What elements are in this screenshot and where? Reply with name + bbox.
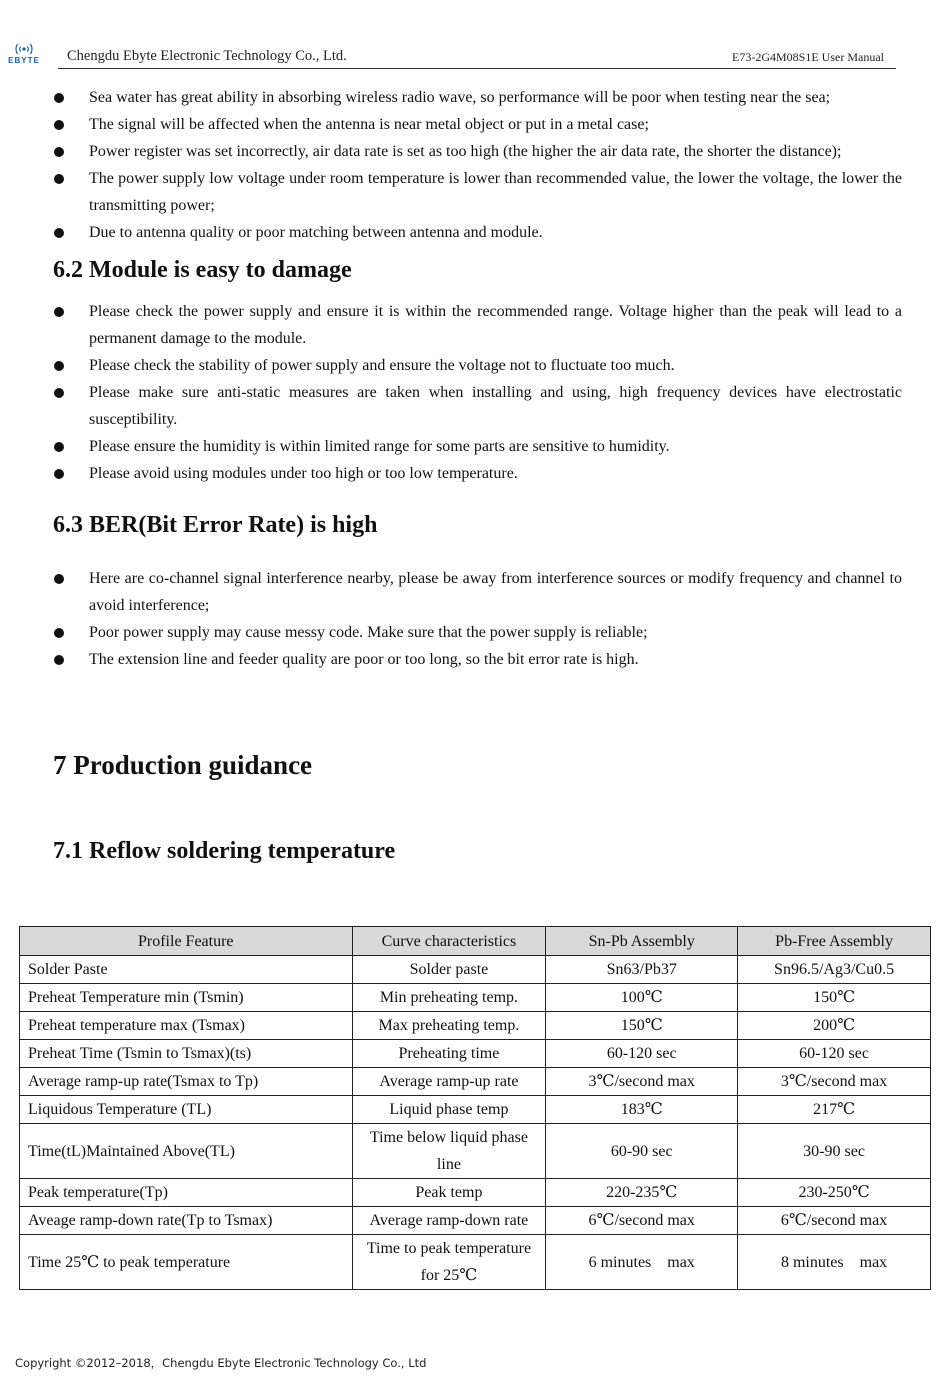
table-cell: 60-120 sec (546, 1040, 738, 1068)
list-item-text: Please check the stability of power supply and ensure the voltage not to fluctuate too much. (89, 357, 675, 374)
list-item (0, 111, 950, 138)
table-cell: Min preheating temp. (352, 984, 546, 1012)
logo-text: EBYTE (8, 56, 40, 65)
page-footer: Copyright ©2012–2018，Chengdu Ebyte Electronic Technology Co., Ltd (15, 1356, 427, 1370)
list-item (0, 619, 950, 646)
list-item (0, 138, 950, 165)
table-cell: Time below liquid phase line (352, 1124, 546, 1179)
table-cell: Peak temp (352, 1179, 546, 1207)
table-cell: Solder paste (352, 956, 546, 984)
table-cell: 150℃ (546, 1012, 738, 1040)
table-cell: Aveage ramp-down rate(Tp to Tsmax) (20, 1207, 353, 1235)
bullet-icon (54, 174, 64, 184)
list-item (0, 352, 950, 379)
table-cell: 220-235℃ (546, 1179, 738, 1207)
page-header (0, 38, 950, 70)
list-item (0, 646, 950, 673)
table-cell: 100℃ (546, 984, 738, 1012)
bullet-icon (54, 655, 64, 665)
table-cell: Average ramp-down rate (352, 1207, 546, 1235)
list-item (0, 84, 950, 111)
table-cell: Time(tL)Maintained Above(TL) (20, 1124, 353, 1179)
bullet-icon (54, 147, 64, 157)
table-cell: 183℃ (546, 1096, 738, 1124)
table-cell: Preheat Temperature min (Tsmin) (20, 984, 353, 1012)
list-item (0, 165, 950, 219)
list-item-text: Power register was set incorrectly, air data rate is set as too high (the higher the air data rate, the shorter the distance); (89, 143, 842, 160)
column-header: Curve characteristics (352, 927, 546, 956)
list-item-text: The signal will be affected when the antenna is near metal object or put in a metal case; (89, 116, 649, 133)
list-item-text: Please check the power supply and ensure it is within the recommended range. Voltage higher than the peak will lead to a permanent damage to the module. (89, 303, 902, 347)
table-cell: 200℃ (738, 1012, 931, 1040)
list-item-text: The power supply low voltage under room temperature is lower than recommended value, the lower the voltage, the lower the transmitting power; (89, 170, 902, 214)
table-cell: 60-120 sec (738, 1040, 931, 1068)
bullet-icon (54, 574, 64, 584)
table-row (20, 1235, 931, 1290)
list-item-text: Here are co-channel signal interference nearby, please be away from interference sources or modify frequency and channel to avoid interference; (89, 570, 902, 614)
bullet-icon (54, 361, 64, 371)
table-row (20, 1068, 931, 1096)
table-cell: Preheat Time (Tsmin to Tsmax)(ts) (20, 1040, 353, 1068)
table-cell: 8 minutes max (738, 1235, 931, 1290)
header-company: Chengdu Ebyte Electronic Technology Co., Ltd. (67, 48, 347, 64)
table-cell: 3℃/second max (738, 1068, 931, 1096)
bullet-icon (54, 307, 64, 317)
list-item-text: Sea water has great ability in absorbing wireless radio wave, so performance will be poor when testing near the sea; (89, 89, 831, 106)
table-row (20, 1096, 931, 1124)
column-header: Pb-Free Assembly (738, 927, 931, 956)
list-item-text: Please make sure anti-static measures are taken when installing and using, high frequency devices have electrostatic susceptibility. (89, 384, 902, 428)
table-cell: Preheat temperature max (Tsmax) (20, 1012, 353, 1040)
table-cell: Liquid phase temp (352, 1096, 546, 1124)
section-6-3-bullet-list (0, 565, 950, 673)
column-header: Profile Feature (20, 927, 353, 956)
bullet-icon (54, 469, 64, 479)
section-6-2-bullet-list (0, 298, 950, 487)
table-cell: Sn96.5/Ag3/Cu0.5 (738, 956, 931, 984)
table-cell: Sn63/Pb37 (546, 956, 738, 984)
ebyte-logo (4, 40, 44, 68)
list-item (0, 379, 950, 433)
table-cell: 60-90 sec (546, 1124, 738, 1179)
table-cell: 6℃/second max (546, 1207, 738, 1235)
list-item (0, 219, 950, 246)
table-cell: Preheating time (352, 1040, 546, 1068)
table-cell: 230-250℃ (738, 1179, 931, 1207)
page-content (0, 80, 950, 867)
header-manual-title: E73-2G4M08S1E User Manual (732, 50, 884, 64)
list-item (0, 433, 950, 460)
section-7-title: 7 Production guidance (53, 750, 313, 780)
list-item-text: Due to antenna quality or poor matching between antenna and module. (89, 224, 543, 241)
table-cell: Liquidous Temperature (TL) (20, 1096, 353, 1124)
list-item (0, 565, 950, 619)
list-item (0, 460, 950, 487)
wireless-signal-icon (4, 40, 44, 56)
table-row (20, 1012, 931, 1040)
column-header: Sn-Pb Assembly (546, 927, 738, 956)
table-cell: 3℃/second max (546, 1068, 738, 1096)
table-cell: Solder Paste (20, 956, 353, 984)
table-row (20, 1179, 931, 1207)
list-item-text: Please avoid using modules under too high or too low temperature. (89, 465, 518, 482)
table-cell: Average ramp-up rate(Tsmax to Tp) (20, 1068, 353, 1096)
table-cell: Time to peak temperature for 25℃ (352, 1235, 546, 1290)
table-row (20, 984, 931, 1012)
section-6-3-title: 6.3 BER(Bit Error Rate) is high (53, 512, 378, 538)
table-row (20, 1040, 931, 1068)
table-cell: 150℃ (738, 984, 931, 1012)
table-cell: 30-90 sec (738, 1124, 931, 1179)
intro-bullet-list (0, 84, 950, 246)
bullet-icon (54, 93, 64, 103)
table-cell: Max preheating temp. (352, 1012, 546, 1040)
table-cell: 6 minutes max (546, 1235, 738, 1290)
table-row (20, 1124, 931, 1179)
table-cell: 6℃/second max (738, 1207, 931, 1235)
table-row (20, 956, 931, 984)
list-item-text: Poor power supply may cause messy code. Make sure that the power supply is reliable; (89, 624, 648, 641)
table-cell: Average ramp-up rate (352, 1068, 546, 1096)
bullet-icon (54, 120, 64, 130)
list-item-text: Please ensure the humidity is within limited range for some parts are sensitive to humidity. (89, 438, 670, 455)
table-header-row (20, 927, 931, 956)
table-cell: Time 25℃ to peak temperature (20, 1235, 353, 1290)
section-6-2-title: 6.2 Module is easy to damage (53, 257, 352, 283)
bullet-icon (54, 228, 64, 238)
table-row (20, 1207, 931, 1235)
bullet-icon (54, 442, 64, 452)
section-7-1-title: 7.1 Reflow soldering temperature (53, 838, 396, 864)
list-item (0, 298, 950, 352)
header-divider (58, 68, 896, 69)
bullet-icon (54, 628, 64, 638)
table-cell: Peak temperature(Tp) (20, 1179, 353, 1207)
reflow-soldering-table (19, 926, 931, 1290)
list-item-text: The extension line and feeder quality are poor or too long, so the bit error rate is high. (89, 651, 639, 668)
table-cell: 217℃ (738, 1096, 931, 1124)
bullet-icon (54, 388, 64, 398)
